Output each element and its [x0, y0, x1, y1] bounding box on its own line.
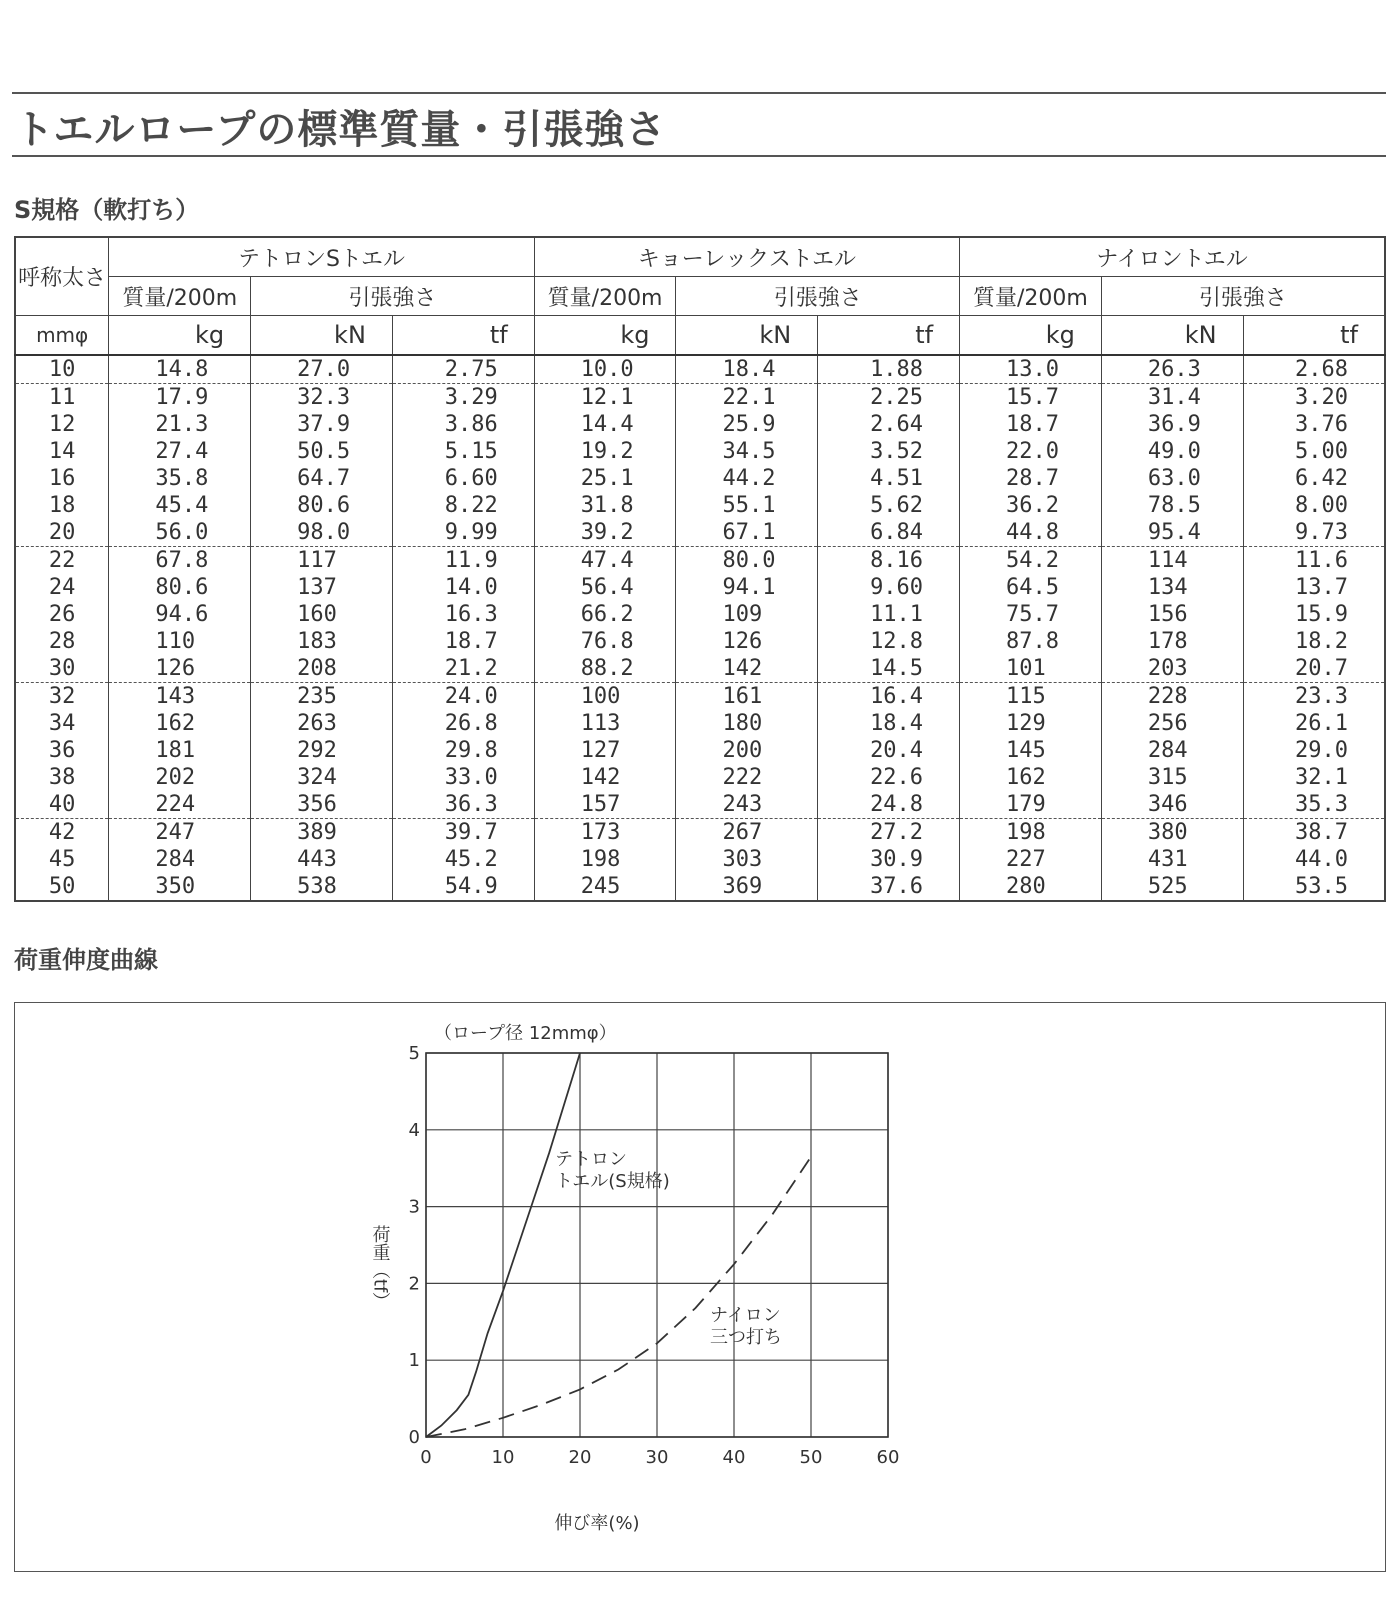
size-cell: 10 — [15, 355, 109, 384]
series-label-tetoron: トエル(S規格) — [555, 1171, 670, 1192]
chart-svg — [15, 1003, 1385, 1571]
value-cell: 32.1 — [1243, 764, 1385, 791]
value-cell: 11.6 — [1243, 547, 1385, 575]
value-cell: 16.4 — [818, 683, 960, 711]
unit-kg: kg — [960, 316, 1102, 356]
size-cell: 16 — [15, 465, 109, 492]
value-cell: 64.7 — [251, 465, 393, 492]
value-cell: 208 — [251, 655, 393, 683]
table-row — [15, 737, 1385, 764]
table-row — [15, 411, 1385, 438]
value-cell: 20.7 — [1243, 655, 1385, 683]
value-cell: 2.64 — [818, 411, 960, 438]
chart-subtitle: （ロープ径 12mmφ） — [434, 1023, 617, 1044]
table-row — [15, 519, 1385, 547]
value-cell: 13.0 — [960, 355, 1102, 384]
value-cell: 63.0 — [1101, 465, 1243, 492]
mass-header: 質量/200m — [109, 277, 251, 316]
value-cell: 27.2 — [818, 819, 960, 847]
value-cell: 75.7 — [960, 601, 1102, 628]
series-label-nylon: ナイロン — [710, 1305, 781, 1326]
value-cell: 228 — [1101, 683, 1243, 711]
size-cell: 30 — [15, 655, 109, 683]
group-header-nylon: ナイロントエル — [960, 237, 1385, 277]
value-cell: 25.1 — [534, 465, 676, 492]
value-cell: 5.00 — [1243, 438, 1385, 465]
value-cell: 18.4 — [676, 355, 818, 384]
value-cell: 203 — [1101, 655, 1243, 683]
strength-header: 引張強さ — [251, 277, 535, 316]
value-cell: 538 — [251, 873, 393, 901]
value-cell: 12.8 — [818, 628, 960, 655]
value-cell: 115 — [960, 683, 1102, 711]
table-row — [15, 764, 1385, 791]
value-cell: 6.42 — [1243, 465, 1385, 492]
value-cell: 24.0 — [392, 683, 534, 711]
strength-header: 引張強さ — [676, 277, 960, 316]
value-cell: 56.0 — [109, 519, 251, 547]
value-cell: 98.0 — [251, 519, 393, 547]
table-row — [15, 655, 1385, 683]
size-cell: 24 — [15, 574, 109, 601]
unit-kn: kN — [1101, 316, 1243, 356]
value-cell: 44.2 — [676, 465, 818, 492]
unit-kg: kg — [109, 316, 251, 356]
x-tick-label: 10 — [491, 1447, 515, 1468]
value-cell: 183 — [251, 628, 393, 655]
value-cell: 27.4 — [109, 438, 251, 465]
value-cell: 110 — [109, 628, 251, 655]
value-cell: 369 — [676, 873, 818, 901]
value-cell: 53.5 — [1243, 873, 1385, 901]
value-cell: 3.29 — [392, 384, 534, 412]
value-cell: 8.00 — [1243, 492, 1385, 519]
value-cell: 2.25 — [818, 384, 960, 412]
value-cell: 443 — [251, 846, 393, 873]
value-cell: 67.1 — [676, 519, 818, 547]
value-cell: 78.5 — [1101, 492, 1243, 519]
value-cell: 263 — [251, 710, 393, 737]
value-cell: 39.2 — [534, 519, 676, 547]
value-cell: 235 — [251, 683, 393, 711]
value-cell: 113 — [534, 710, 676, 737]
series-label-tetoron: テトロン — [555, 1149, 627, 1170]
size-header: 呼称太さ — [15, 237, 109, 316]
title-bottom-rule — [12, 155, 1386, 157]
table-row — [15, 438, 1385, 465]
value-cell: 18.7 — [960, 411, 1102, 438]
size-cell: 28 — [15, 628, 109, 655]
value-cell: 6.84 — [818, 519, 960, 547]
value-cell: 34.5 — [676, 438, 818, 465]
curve-section-title: 荷重伸度曲線 — [14, 946, 158, 974]
value-cell: 14.4 — [534, 411, 676, 438]
y-tick-label: 1 — [408, 1350, 420, 1372]
value-cell: 127 — [534, 737, 676, 764]
value-cell: 389 — [251, 819, 393, 847]
value-cell: 315 — [1101, 764, 1243, 791]
value-cell: 18.7 — [392, 628, 534, 655]
value-cell: 142 — [534, 764, 676, 791]
value-cell: 284 — [109, 846, 251, 873]
value-cell: 23.3 — [1243, 683, 1385, 711]
size-cell: 22 — [15, 547, 109, 575]
value-cell: 137 — [251, 574, 393, 601]
value-cell: 64.5 — [960, 574, 1102, 601]
value-cell: 87.8 — [960, 628, 1102, 655]
value-cell: 8.22 — [392, 492, 534, 519]
value-cell: 76.8 — [534, 628, 676, 655]
value-cell: 15.9 — [1243, 601, 1385, 628]
value-cell: 145 — [960, 737, 1102, 764]
table-body — [15, 355, 1385, 901]
size-cell: 18 — [15, 492, 109, 519]
value-cell: 10.0 — [534, 355, 676, 384]
value-cell: 9.99 — [392, 519, 534, 547]
value-cell: 2.75 — [392, 355, 534, 384]
value-cell: 36.9 — [1101, 411, 1243, 438]
value-cell: 256 — [1101, 710, 1243, 737]
table-row — [15, 465, 1385, 492]
value-cell: 160 — [251, 601, 393, 628]
value-cell: 35.3 — [1243, 791, 1385, 819]
value-cell: 380 — [1101, 819, 1243, 847]
value-cell: 18.4 — [818, 710, 960, 737]
value-cell: 143 — [109, 683, 251, 711]
unit-kg: kg — [534, 316, 676, 356]
size-cell: 45 — [15, 846, 109, 873]
value-cell: 45.2 — [392, 846, 534, 873]
value-cell: 37.9 — [251, 411, 393, 438]
value-cell: 19.2 — [534, 438, 676, 465]
x-tick-label: 40 — [722, 1447, 746, 1468]
value-cell: 180 — [676, 710, 818, 737]
value-cell: 267 — [676, 819, 818, 847]
value-cell: 129 — [960, 710, 1102, 737]
value-cell: 3.86 — [392, 411, 534, 438]
value-cell: 350 — [109, 873, 251, 901]
value-cell: 162 — [109, 710, 251, 737]
value-cell: 117 — [251, 547, 393, 575]
value-cell: 21.3 — [109, 411, 251, 438]
table-row — [15, 547, 1385, 575]
value-cell: 222 — [676, 764, 818, 791]
x-tick-label: 60 — [876, 1447, 900, 1468]
group-header-kyorex: キョーレックストエル — [534, 237, 959, 277]
value-cell: 25.9 — [676, 411, 818, 438]
size-unit: mmφ — [15, 316, 109, 356]
value-cell: 11.9 — [392, 547, 534, 575]
value-cell: 6.60 — [392, 465, 534, 492]
value-cell: 22.0 — [960, 438, 1102, 465]
value-cell: 31.4 — [1101, 384, 1243, 412]
value-cell: 14.0 — [392, 574, 534, 601]
size-cell: 12 — [15, 411, 109, 438]
value-cell: 56.4 — [534, 574, 676, 601]
value-cell: 31.8 — [534, 492, 676, 519]
unit-kn: kN — [251, 316, 393, 356]
page-title: トエルロープの標準質量・引張強さ — [14, 107, 667, 153]
value-cell: 126 — [109, 655, 251, 683]
value-cell: 126 — [676, 628, 818, 655]
size-cell: 11 — [15, 384, 109, 412]
value-cell: 28.7 — [960, 465, 1102, 492]
value-cell: 49.0 — [1101, 438, 1243, 465]
value-cell: 14.5 — [818, 655, 960, 683]
value-cell: 179 — [960, 791, 1102, 819]
value-cell: 67.8 — [109, 547, 251, 575]
x-tick-label: 20 — [568, 1447, 592, 1468]
value-cell: 13.7 — [1243, 574, 1385, 601]
value-cell: 22.1 — [676, 384, 818, 412]
value-cell: 3.52 — [818, 438, 960, 465]
value-cell: 161 — [676, 683, 818, 711]
value-cell: 224 — [109, 791, 251, 819]
value-cell: 243 — [676, 791, 818, 819]
value-cell: 162 — [960, 764, 1102, 791]
load-elongation-chart — [14, 1002, 1386, 1572]
value-cell: 27.0 — [251, 355, 393, 384]
value-cell: 346 — [1101, 791, 1243, 819]
value-cell: 44.0 — [1243, 846, 1385, 873]
value-cell: 26.1 — [1243, 710, 1385, 737]
table-row — [15, 355, 1385, 384]
size-cell: 42 — [15, 819, 109, 847]
value-cell: 38.7 — [1243, 819, 1385, 847]
y-tick-label: 4 — [408, 1119, 420, 1141]
value-cell: 3.20 — [1243, 384, 1385, 412]
value-cell: 227 — [960, 846, 1102, 873]
value-cell: 202 — [109, 764, 251, 791]
x-axis-label: 伸び率(%) — [554, 1513, 640, 1534]
value-cell: 100 — [534, 683, 676, 711]
value-cell: 8.16 — [818, 547, 960, 575]
value-cell: 247 — [109, 819, 251, 847]
value-cell: 36.2 — [960, 492, 1102, 519]
value-cell: 44.8 — [960, 519, 1102, 547]
value-cell: 24.8 — [818, 791, 960, 819]
value-cell: 431 — [1101, 846, 1243, 873]
value-cell: 22.6 — [818, 764, 960, 791]
title-top-rule — [12, 92, 1386, 94]
size-cell: 36 — [15, 737, 109, 764]
value-cell: 2.68 — [1243, 355, 1385, 384]
y-tick-label: 0 — [408, 1427, 420, 1448]
table-row — [15, 846, 1385, 873]
value-cell: 66.2 — [534, 601, 676, 628]
value-cell: 280 — [960, 873, 1102, 901]
value-cell: 30.9 — [818, 846, 960, 873]
x-tick-label: 30 — [645, 1447, 669, 1468]
value-cell: 284 — [1101, 737, 1243, 764]
value-cell: 88.2 — [534, 655, 676, 683]
value-cell: 157 — [534, 791, 676, 819]
series-line-1 — [426, 1157, 811, 1437]
value-cell: 9.60 — [818, 574, 960, 601]
size-cell: 40 — [15, 791, 109, 819]
size-cell: 20 — [15, 519, 109, 547]
value-cell: 94.6 — [109, 601, 251, 628]
size-cell: 26 — [15, 601, 109, 628]
size-cell: 32 — [15, 683, 109, 711]
unit-kn: kN — [676, 316, 818, 356]
strength-header: 引張強さ — [1101, 277, 1385, 316]
value-cell: 36.3 — [392, 791, 534, 819]
value-cell: 94.1 — [676, 574, 818, 601]
value-cell: 134 — [1101, 574, 1243, 601]
series-label-nylon: 三つ打ち — [710, 1327, 782, 1348]
value-cell: 4.51 — [818, 465, 960, 492]
table-row — [15, 683, 1385, 711]
value-cell: 14.8 — [109, 355, 251, 384]
unit-tf: tf — [392, 316, 534, 356]
value-cell: 1.88 — [818, 355, 960, 384]
mass-header: 質量/200m — [534, 277, 676, 316]
value-cell: 109 — [676, 601, 818, 628]
value-cell: 29.0 — [1243, 737, 1385, 764]
value-cell: 156 — [1101, 601, 1243, 628]
table-row — [15, 384, 1385, 412]
value-cell: 18.2 — [1243, 628, 1385, 655]
value-cell: 95.4 — [1101, 519, 1243, 547]
value-cell: 33.0 — [392, 764, 534, 791]
value-cell: 525 — [1101, 873, 1243, 901]
value-cell: 173 — [534, 819, 676, 847]
table-section-title: S規格（軟打ち） — [14, 196, 200, 224]
value-cell: 55.1 — [676, 492, 818, 519]
x-tick-label: 50 — [799, 1447, 823, 1468]
value-cell: 54.9 — [392, 873, 534, 901]
y-axis-label: 荷重（tf） — [369, 1225, 391, 1311]
table-row — [15, 819, 1385, 847]
size-cell: 50 — [15, 873, 109, 901]
size-cell: 34 — [15, 710, 109, 737]
value-cell: 303 — [676, 846, 818, 873]
x-tick-label: 0 — [420, 1447, 432, 1468]
table-row — [15, 710, 1385, 737]
table-row — [15, 628, 1385, 655]
table-row — [15, 601, 1385, 628]
unit-tf: tf — [818, 316, 960, 356]
value-cell: 35.8 — [109, 465, 251, 492]
table-row — [15, 791, 1385, 819]
table-row — [15, 873, 1385, 901]
table-row — [15, 492, 1385, 519]
value-cell: 292 — [251, 737, 393, 764]
value-cell: 16.3 — [392, 601, 534, 628]
value-cell: 26.3 — [1101, 355, 1243, 384]
value-cell: 37.6 — [818, 873, 960, 901]
value-cell: 80.0 — [676, 547, 818, 575]
value-cell: 178 — [1101, 628, 1243, 655]
mass-header: 質量/200m — [960, 277, 1102, 316]
value-cell: 47.4 — [534, 547, 676, 575]
value-cell: 356 — [251, 791, 393, 819]
y-tick-label: 5 — [408, 1043, 420, 1064]
value-cell: 80.6 — [251, 492, 393, 519]
value-cell: 11.1 — [818, 601, 960, 628]
value-cell: 50.5 — [251, 438, 393, 465]
value-cell: 26.8 — [392, 710, 534, 737]
value-cell: 54.2 — [960, 547, 1102, 575]
value-cell: 5.62 — [818, 492, 960, 519]
value-cell: 324 — [251, 764, 393, 791]
value-cell: 15.7 — [960, 384, 1102, 412]
size-cell: 38 — [15, 764, 109, 791]
value-cell: 20.4 — [818, 737, 960, 764]
value-cell: 114 — [1101, 547, 1243, 575]
value-cell: 29.8 — [392, 737, 534, 764]
value-cell: 198 — [534, 846, 676, 873]
unit-tf: tf — [1243, 316, 1385, 356]
group-header-tetoron: テトロンSトエル — [109, 237, 534, 277]
value-cell: 39.7 — [392, 819, 534, 847]
value-cell: 142 — [676, 655, 818, 683]
value-cell: 32.3 — [251, 384, 393, 412]
value-cell: 245 — [534, 873, 676, 901]
value-cell: 198 — [960, 819, 1102, 847]
size-cell: 14 — [15, 438, 109, 465]
value-cell: 5.15 — [392, 438, 534, 465]
value-cell: 12.1 — [534, 384, 676, 412]
y-tick-label: 3 — [408, 1196, 420, 1218]
value-cell: 200 — [676, 737, 818, 764]
value-cell: 9.73 — [1243, 519, 1385, 547]
value-cell: 45.4 — [109, 492, 251, 519]
table-row — [15, 574, 1385, 601]
y-tick-label: 2 — [408, 1273, 420, 1295]
value-cell: 3.76 — [1243, 411, 1385, 438]
value-cell: 17.9 — [109, 384, 251, 412]
value-cell: 101 — [960, 655, 1102, 683]
value-cell: 181 — [109, 737, 251, 764]
value-cell: 80.6 — [109, 574, 251, 601]
spec-table — [14, 236, 1386, 902]
value-cell: 21.2 — [392, 655, 534, 683]
